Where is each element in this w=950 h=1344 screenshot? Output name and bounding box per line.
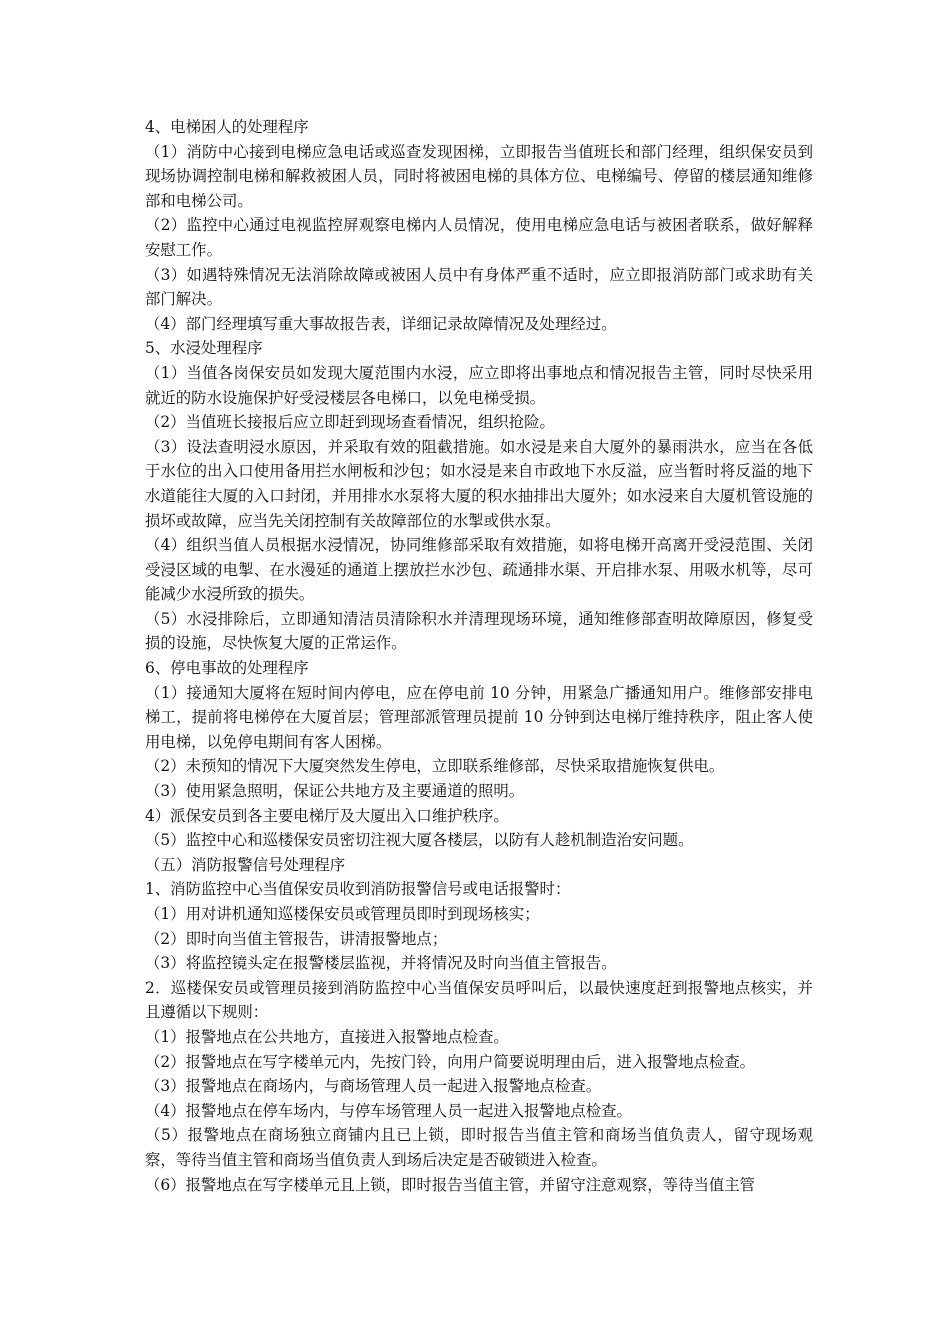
paragraph: （6）报警地点在写字楼单元且上锁，即时报告当值主管，并留守注意观察，等待当值主管 [145, 1175, 756, 1194]
paragraph: （1）报警地点在公共地方，直接进入报警地点检查。 [145, 1027, 509, 1046]
paragraph: （2）监控中心通过电视监控屏观察电梯内人员情况，使用电梯应急电话与被困者联系，做好解释安慰工作。 [145, 216, 813, 259]
paragraph: （3）报警地点在商场内，与商场管理人员一起进入报警地点检查。 [145, 1077, 602, 1096]
paragraph: （2）未预知的情况下大厦突然发生停电，立即联系维修部，尽快采取措施恢复供电。 [145, 757, 725, 776]
paragraph: （1）用对讲机通知巡楼保安员或管理员即时到现场核实； [145, 905, 540, 923]
paragraph: （4）部门经理填写重大事故报告表，详细记录故障情况及处理经过。 [145, 314, 617, 333]
paragraph: （3）使用紧急照明，保证公共地方及主要通道的照明。 [145, 782, 525, 801]
paragraph: （1）接通知大厦将在短时间内停电，应在停电前 10 分钟，用紧急广播通知用户。维修部安排电梯工，提前将电梯停在大厦首层；管理部派管理员提前 10 分钟到达电梯厅维持秩序，阻止客人使用电梯，以免停电期间有客人困梯。 [145, 683, 813, 751]
paragraph: （1）当值各岗保安员如发现大厦范围内水浸，应立即将出事地点和情况报告主管，同时尽快采用就近的防水设施保护好受浸楼层各电梯口，以免电梯受损。 [145, 363, 813, 407]
section-heading-fire-alarm: （五）消防报警信号处理程序 [145, 855, 346, 874]
paragraph: （5）水浸排除后，立即通知清洁员清除积水并清理现场环境，通知维修部查明故障原因，修复受损的设施，尽快恢复大厦的正常运作。 [145, 609, 813, 653]
document-page [145, 115, 813, 1197]
section-heading-power-outage: 6、停电事故的处理程序 [145, 659, 309, 678]
subsection-heading-patrol-guard: 2．巡楼保安员或管理员接到消防监控中心当值保安员呼叫后，以最快速度赶到报警地点核实，并且遵循以下规则： [145, 978, 813, 1022]
paragraph: （1）消防中心接到电梯应急电话或巡查发现困梯，立即报告当值班长和部门经理，组织保安员到现场协调控制电梯和解救被困人员，同时将被困电梯的具体方位、电梯编号、停留的楼层通知维修部和电梯公司。 [145, 142, 813, 210]
paragraph: （2）当值班长接报后应立即赶到现场查看情况，组织抢险。 [145, 413, 555, 432]
paragraph: （3）如遇特殊情况无法消除故障或被困人员中有身体严重不适时，应立即报消防部门或求助有关部门解决。 [145, 265, 813, 309]
paragraph: （4）组织当值人员根据水浸情况，协同维修部采取有效措施，如将电梯开高离开受浸范围、关闭受浸区域的电掣、在水漫延的通道上摆放拦水沙包、疏通排水渠、开启排水泵、用吸水机等，尽可能减少水浸所致的损失。 [145, 536, 813, 604]
subsection-heading-monitoring-center: 1、消防监控中心当值保安员收到消防报警信号或电话报警时： [145, 880, 571, 899]
section-heading-flooding: 5、水浸处理程序 [145, 339, 263, 358]
paragraph: （4）报警地点在停车场内，与停车场管理人员一起进入报警地点检查。 [145, 1101, 632, 1120]
section-heading-elevator-trap: 4、电梯困人的处理程序 [145, 118, 309, 136]
paragraph: （3）设法查明浸水原因，并采取有效的阻截措施。如水浸是来自大厦外的暴雨洪水，应当在各低于水位的出入口使用备用拦水闸板和沙包；如水浸是来自市政地下水反溢，应当暂时将反溢的地下水道能往大厦的入口封闭，并用排水水泵将大厦的积水抽排出大厦外；如水浸来自大厦机管设施的损坏或故障，应当先关闭控制有关故障部位的水掣或供水泵。 [145, 437, 813, 530]
paragraph: （2）即时向当值主管报告，讲清报警地点； [145, 929, 448, 948]
paragraph: （3）将监控镜头定在报警楼层监视，并将情况及时向当值主管报告。 [145, 954, 617, 973]
paragraph: （2）报警地点在写字楼单元内，先按门铃，向用户简要说明理由后，进入报警地点检查。 [145, 1052, 756, 1071]
paragraph: 4）派保安员到各主要电梯厅及大厦出入口维护秩序。 [145, 806, 509, 825]
paragraph: （5）监控中心和巡楼保安员密切注视大厦各楼层，以防有人趁机制造治安问题。 [145, 831, 694, 850]
paragraph: （5）报警地点在商场独立商铺内且已上锁，即时报告当值主管和商场当值负责人，留守现场观察，等待当值主管和商场当值负责人到场后决定是否破锁进入检查。 [145, 1126, 813, 1169]
